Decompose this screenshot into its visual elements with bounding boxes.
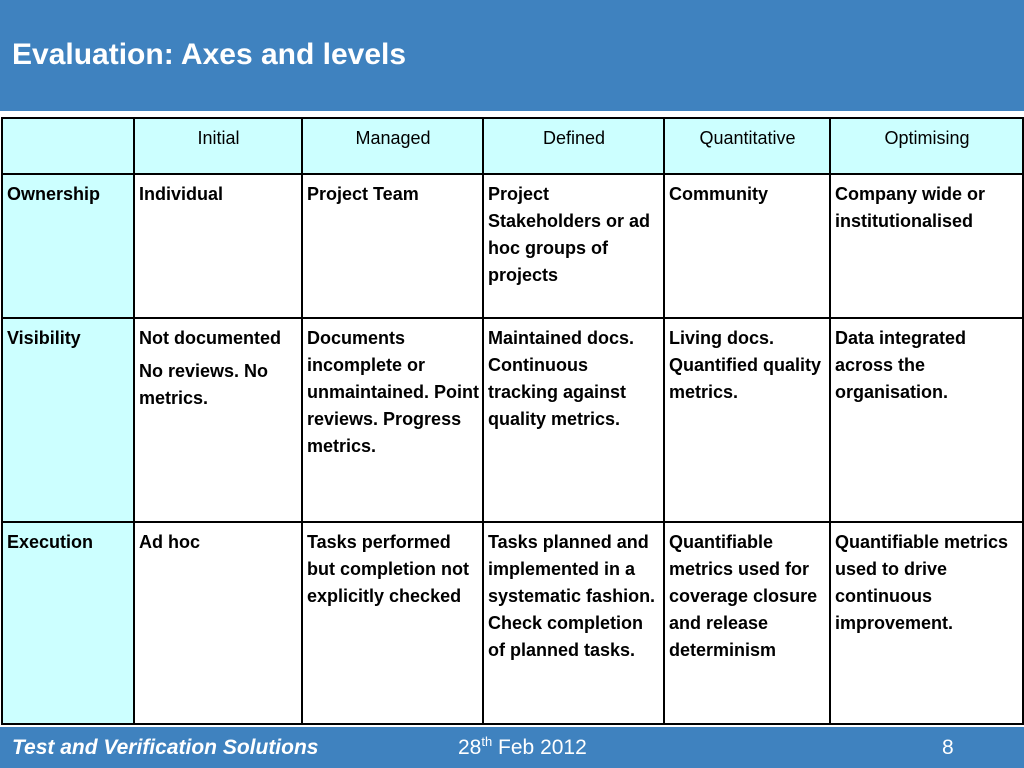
evaluation-matrix bbox=[1, 117, 1024, 725]
level-header-initial: Initial bbox=[134, 118, 302, 174]
table-cell: Community bbox=[664, 174, 830, 318]
date-ordinal-suffix: th bbox=[481, 734, 493, 749]
level-header-defined: Defined bbox=[483, 118, 664, 174]
cell-paragraph: No reviews. No metrics. bbox=[139, 361, 269, 408]
level-header-quantitative: Quantitative bbox=[664, 118, 830, 174]
table-cell: Living docs. Quantified quality metrics. bbox=[664, 318, 830, 522]
table-cell: Project Team bbox=[302, 174, 483, 318]
date-month-year: Feb 2012 bbox=[498, 736, 587, 759]
table-cell: Project Stakeholders or ad hoc groups of projects bbox=[483, 174, 664, 318]
level-header-optimising: Optimising bbox=[830, 118, 1023, 174]
table-row-ownership bbox=[2, 174, 1023, 318]
table-cell: Tasks performed but completion not explicitly checked bbox=[302, 522, 483, 724]
table-cell: Company wide or institutionalised bbox=[830, 174, 1023, 318]
footer-date bbox=[458, 736, 587, 760]
page-number: 8 bbox=[942, 736, 954, 759]
table-cell: Quantifiable metrics used to drive continuous improvement. bbox=[830, 522, 1023, 724]
date-day: 28 bbox=[458, 736, 482, 759]
footer-bar bbox=[0, 727, 1024, 768]
table-cell: Individual bbox=[134, 174, 302, 318]
table-cell: Data integrated across the organisation. bbox=[830, 318, 1023, 522]
axis-label-visibility: Visibility bbox=[2, 318, 134, 522]
axis-label-execution: Execution bbox=[2, 522, 134, 724]
table-cell: Tasks planned and implemented in a systematic fashion. Check completion of planned tasks. bbox=[483, 522, 664, 724]
table-cell: Maintained docs. Continuous tracking against quality metrics. bbox=[483, 318, 664, 522]
table-row-visibility bbox=[2, 318, 1023, 522]
table-row-execution bbox=[2, 522, 1023, 724]
table-cell: Documents incomplete or unmaintained. Point reviews. Progress metrics. bbox=[302, 318, 483, 522]
cell-paragraph: Not documented bbox=[139, 328, 281, 348]
slide-title: Evaluation: Axes and levels bbox=[12, 38, 407, 71]
axis-label-ownership: Ownership bbox=[2, 174, 134, 318]
table-cell: Quantifiable metrics used for coverage closure and release determinism bbox=[664, 522, 830, 724]
table-cell: Ad hoc bbox=[134, 522, 302, 724]
title-divider bbox=[0, 108, 1024, 111]
level-header-managed: Managed bbox=[302, 118, 483, 174]
corner-cell bbox=[2, 118, 134, 174]
level-header-row bbox=[2, 118, 1023, 174]
footer-company-name: Test and Verification Solutions bbox=[12, 736, 319, 759]
title-banner bbox=[0, 0, 1024, 108]
table-cell bbox=[134, 318, 302, 522]
